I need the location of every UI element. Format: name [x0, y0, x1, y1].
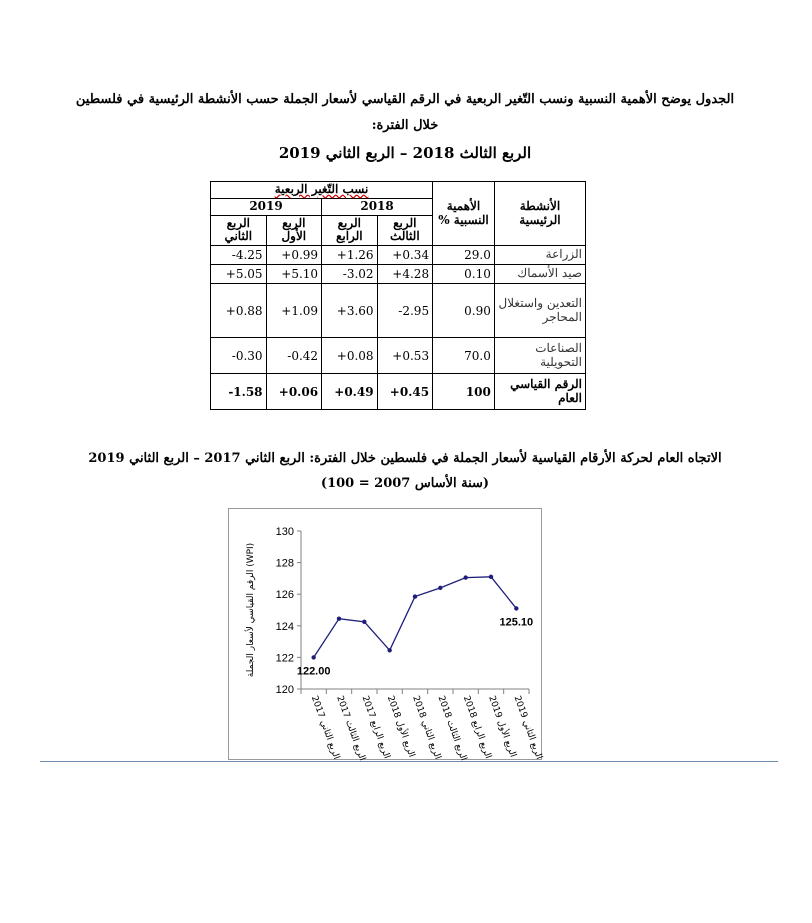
- value-cell: 0.49+: [322, 374, 378, 410]
- weight-cell: 0.10: [433, 265, 495, 284]
- header-year-2019: 2019: [211, 198, 322, 215]
- value-cell: 3.02-: [322, 265, 378, 284]
- weight-cell: 100: [433, 374, 495, 410]
- value-cell: 5.05+: [211, 265, 267, 284]
- chart-title: الاتجاه العام لحركة الأرقام القياسية لأسعار الجملة في فلسطين خلال الفترة: الربع الثاني 2017 – الربع الثاني 2019: [88, 451, 722, 466]
- x-tick-label: الربع الرابع 2017: [359, 694, 392, 761]
- header-q2: الربع الثاني: [211, 215, 267, 246]
- y-tick-label: 126: [275, 589, 294, 602]
- value-cell: 0.08+: [322, 338, 378, 374]
- value-cell: 1.26+: [322, 246, 378, 265]
- table-heading-period-label: خلال الفترة:: [371, 118, 439, 133]
- table-row: [211, 338, 586, 374]
- value-cell: 3.60+: [322, 284, 378, 338]
- value-cell: 0.34+: [377, 246, 433, 265]
- activity-cell: الرقم القياسي العام: [494, 374, 585, 410]
- data-label: 125.10: [499, 616, 534, 629]
- data-point: [413, 594, 417, 598]
- series-line: [314, 577, 517, 658]
- activity-cell: الصناعات التحويلية: [494, 338, 585, 374]
- activity-cell: صيد الأسماك: [494, 265, 585, 284]
- weight-cell: 0.90: [433, 284, 495, 338]
- x-tick-label: الربع الثالث 2018: [435, 694, 469, 763]
- header-weight: الأهمية النسبية %: [433, 182, 495, 246]
- data-point: [337, 616, 341, 620]
- weight-cell: 29.0: [433, 246, 495, 265]
- x-tick-label: الربع الأول 2018: [384, 694, 417, 759]
- value-cell: 0.99+: [266, 246, 322, 265]
- x-tick-label: الربع الرابع 2018: [460, 694, 493, 761]
- data-label: 122.00: [296, 665, 331, 678]
- activity-cell: التعدين واستغلال المحاجر: [494, 284, 585, 338]
- value-cell: 0.30-: [211, 338, 267, 374]
- activity-cell: الزراعة: [494, 246, 585, 265]
- header-q1: الربع الأول: [266, 215, 322, 246]
- header-change-group: [211, 182, 433, 199]
- value-cell: 5.10+: [266, 265, 322, 284]
- y-tick-label: 128: [275, 557, 294, 570]
- data-point: [311, 655, 315, 659]
- y-tick-label: 120: [275, 684, 294, 696]
- y-tick-label: 122: [275, 652, 294, 665]
- header-q4: الربع الرابع: [322, 215, 378, 246]
- data-point: [387, 648, 391, 652]
- value-cell: 1.09+: [266, 284, 322, 338]
- y-axis-title: الرقم القياسي لأسعار الجملة (WPI): [246, 542, 256, 678]
- value-cell: 0.42-: [266, 338, 322, 374]
- footer-divider: [40, 761, 778, 762]
- value-cell: 1.58-: [211, 374, 267, 410]
- table-row: [211, 265, 586, 284]
- table-row: [211, 246, 586, 265]
- x-tick-label: الربع الأول 2019: [486, 694, 518, 759]
- value-cell: 0.88+: [211, 284, 267, 338]
- value-cell: 0.06+: [266, 374, 322, 410]
- table-row: [211, 284, 586, 338]
- value-cell: 4.28+: [377, 265, 433, 284]
- value-cell: 2.95-: [377, 284, 433, 338]
- header-q3: الربع الثالث: [377, 215, 433, 246]
- header-year-2018: 2018: [322, 198, 433, 215]
- y-tick-label: 124: [275, 620, 294, 633]
- header-change-group-label: نسب التّغير الربعية: [274, 182, 369, 196]
- table-heading-period: الربع الثالث 2018 – الربع الثاني 2019: [278, 144, 532, 162]
- header-activities: الأنشطة الرئيسية: [494, 182, 585, 246]
- data-point: [362, 620, 366, 624]
- y-tick-label: 130: [275, 526, 294, 538]
- value-cell: 0.53+: [377, 338, 433, 374]
- chart-subtitle: (سنة الأساس 2007 = 100): [320, 476, 490, 491]
- quarterly-change-table: [210, 181, 586, 410]
- data-point: [514, 606, 518, 610]
- x-tick-label: الربع الثالث 2017: [334, 694, 367, 763]
- wpi-line-chart: [228, 508, 544, 763]
- chart-canvas: [229, 509, 544, 763]
- data-point: [438, 586, 442, 590]
- weight-cell: 70.0: [433, 338, 495, 374]
- data-point: [489, 575, 493, 579]
- table-row-total: [211, 374, 586, 410]
- x-tick-label: الربع الثاني 2018: [410, 694, 443, 761]
- x-tick-label: الربع الثاني 2017: [308, 694, 342, 761]
- table-heading: الجدول يوضح الأهمية النسبية ونسب التّغير الربعية في الرقم القياسي لأسعار الجملة حسب الأنشطة الرئيسية في فلسطين: [75, 92, 735, 107]
- data-point: [463, 575, 467, 579]
- value-cell: 0.45+: [377, 374, 433, 410]
- value-cell: 4.25-: [211, 246, 267, 265]
- x-tick-label: الربع الثاني 2019: [511, 694, 544, 761]
